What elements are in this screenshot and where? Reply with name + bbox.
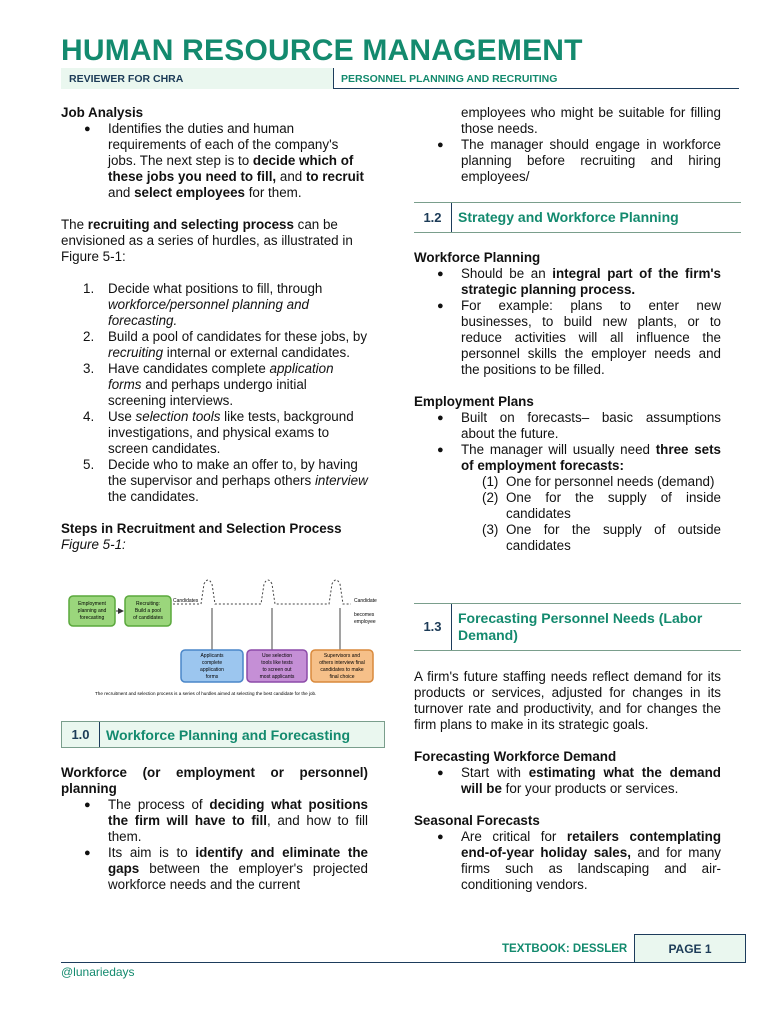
step-number: 5. [83, 457, 95, 472]
candidate-becomes-line2: becomes [354, 612, 375, 618]
text-run: Start with [461, 765, 529, 780]
text-run: and [108, 185, 135, 200]
text-run: internal or external candidates. [163, 345, 350, 360]
text-run-italic: recruiting [108, 345, 164, 360]
text-run: and [276, 169, 306, 184]
demand-paragraph: A firm's future staffing needs reflect demand for its products or services, adjusted for changes in its turnover rate and productivity, and for changes the firm plans to make in its strategic goals. [414, 669, 721, 732]
step-number: 2. [83, 329, 95, 344]
step-number: 3. [83, 361, 95, 376]
text-run-bold: integral part of the firm's strategic planning process. [461, 266, 721, 297]
box2-line3: of candidates [133, 615, 163, 621]
list-item [414, 829, 721, 893]
list-item [61, 797, 368, 845]
candidate-becomes-line1: Candidate [354, 598, 377, 604]
forecast-number: (2) [482, 490, 499, 505]
text-run: The manager will usually need [461, 442, 656, 457]
box1-line2: planning and [77, 608, 107, 614]
text-run-bold: deciding what positions the firm will have to fill [108, 797, 368, 828]
list-item [414, 266, 721, 298]
left-column-lower [61, 721, 385, 748]
text-run: for them. [244, 185, 302, 200]
box5-line1: Supervisors and [323, 653, 361, 659]
section-1-2-header [414, 202, 741, 233]
employment-plans-heading: Employment Plans [414, 394, 534, 409]
forecasting-demand-heading: Forecasting Workforce Demand [414, 749, 617, 764]
forecasting-demand-list [414, 765, 721, 797]
list-item [414, 765, 721, 797]
candidate-becomes-line3: employee [354, 619, 376, 625]
forecast-number: (3) [482, 522, 499, 537]
section-number: 1.3 [414, 604, 452, 650]
box2-line2: Build a pool [134, 608, 162, 614]
text-run: , and how to fill them. [108, 813, 368, 844]
text-run-bold: select employees [134, 185, 245, 200]
text-run: and for many firms such as landscaping and air-conditioning vendors. [461, 845, 722, 892]
step-number: 4. [83, 409, 95, 424]
box1-line3: forecasting [79, 615, 105, 621]
section-title: Workforce Planning and Forecasting [106, 726, 351, 743]
text-run: and perhaps undergo initial screening interviews. [108, 377, 307, 408]
text-run: The process of [108, 797, 210, 812]
text-run: can be envisioned as a series of hurdles, as illustrated in Figure 5-1: [61, 217, 353, 264]
list-item [61, 457, 368, 505]
text-run: the candidates. [108, 489, 199, 504]
text-run-italic: interview [314, 473, 368, 488]
text-run: between the employer's projected workforce needs and the current [108, 861, 368, 892]
box5-line2: others interview final [319, 660, 365, 666]
steps-heading: Steps in Recruitment and Selection Process [61, 521, 342, 536]
list-item [61, 281, 368, 329]
workforce-list [61, 797, 368, 893]
candidates-label: Candidates [173, 598, 199, 604]
text-run-bold: estimating what the demand will be [461, 765, 721, 796]
box4-line3: to screen out [262, 667, 292, 673]
process-paragraph [61, 217, 368, 265]
text-run-bold: identify and eliminate the gaps [108, 845, 368, 876]
workforce-block [61, 765, 368, 893]
subheader-right-label: PERSONNEL PLANNING AND RECRUITING [341, 73, 558, 85]
workforce-heading: Workforce (or employment or personnel) planning [61, 765, 368, 796]
text-run: Decide what positions to fill, through [108, 281, 323, 296]
employment-plans-list [414, 410, 721, 474]
list-item [61, 409, 368, 457]
continued-text: employees who might be suitable for filling those needs. [461, 105, 721, 136]
text-run: One for the supply of inside candidates [506, 490, 721, 521]
box5-line3: candidates to make [320, 667, 364, 673]
text-run: Are critical for [461, 829, 567, 844]
list-item [414, 474, 721, 490]
list-item [414, 442, 721, 474]
list-item [61, 845, 368, 893]
box3-line4: forms [205, 674, 219, 680]
section-title: Strategy and Workforce Planning [458, 209, 679, 225]
figure-label: Figure 5-1: [61, 537, 126, 552]
workforce-planning-heading: Workforce Planning [414, 250, 541, 265]
list-item: ● For example: plans to enter new businesses, to build new plants, or to reduce activities will all influence the personnel skills the employer needs and the positions to be filled. [414, 298, 721, 378]
left-column [61, 105, 368, 553]
step-number: 1. [83, 281, 95, 296]
text-run-italic: application forms [108, 361, 334, 392]
forecast-number: (1) [482, 474, 499, 489]
text-run-bold: retailers contemplating end-of-year holiday sales, [461, 829, 721, 860]
box5-line4: final choice [329, 674, 355, 680]
manager-list [414, 137, 721, 185]
right-column-mid [414, 250, 721, 554]
section-title: Forecasting Personnel Needs (Labor Demand) [458, 610, 703, 643]
box4-line2: tools like tests [261, 660, 293, 666]
text-run: The [61, 217, 88, 232]
job-analysis-list [61, 121, 368, 201]
hurdle-path [173, 580, 351, 604]
text-run: Use [108, 409, 136, 424]
text-run: Identifies the duties and human requirements of each of the company's jobs. The next step is to [108, 121, 339, 168]
box3-line1: Applicants [200, 653, 224, 659]
section-1-3-header [414, 603, 741, 651]
seasonal-forecasts-list [414, 829, 721, 893]
text-run-italic: workforce/personnel planning and forecasting. [108, 297, 309, 328]
list-item [414, 490, 721, 522]
box4-line1: Use selection [261, 653, 293, 659]
footer-divider [61, 962, 746, 963]
list-item [61, 361, 368, 409]
section-number: 1.0 [62, 722, 100, 747]
list-item: ● Built on forecasts– basic assumptions about the future. [414, 410, 721, 442]
box3-line2: complete [201, 660, 223, 666]
list-item [61, 121, 368, 201]
subheader-bar [61, 68, 739, 89]
box1-line1: Employment [78, 601, 106, 607]
figure-caption: The recruitment and selection process is a series of hurdles aimed at selecting the best candidate for the job. [95, 691, 317, 696]
author-handle: @lunariedays [61, 965, 135, 979]
list-item: ● The manager should engage in workforce planning before recruiting and hiring employees/ [414, 137, 721, 185]
text-run: One for personnel needs (demand) [506, 474, 715, 489]
text-run-bold: to recruit [305, 169, 364, 184]
text-run-bold: three sets of employment forecasts: [461, 442, 722, 473]
subheader-left-label: REVIEWER FOR CHRA [61, 68, 334, 89]
page-title: HUMAN RESOURCE MANAGEMENT [61, 34, 583, 67]
list-item [414, 522, 721, 554]
recruitment-hurdles-diagram [61, 578, 381, 702]
workforce-planning-list [414, 266, 721, 378]
textbook-label: TEXTBOOK: DESSLER [502, 943, 628, 955]
section-1-2-wrap [414, 202, 741, 233]
text-run: like tests, background investigations, and physical exams to screen candidates. [108, 409, 354, 456]
box3-line3: application [200, 667, 224, 673]
text-run: Its aim is to [108, 845, 196, 860]
section-1-3-wrap [414, 603, 741, 651]
box4-line4: most applicants [259, 674, 295, 680]
text-run: for your products or services. [501, 781, 679, 796]
job-analysis-heading: Job Analysis [61, 105, 144, 120]
text-run: Build a pool of candidates for these jobs, by [108, 329, 368, 344]
list-item [61, 329, 368, 361]
text-run: One for the supply of outside candidates [506, 522, 721, 553]
forecasts-list [414, 474, 721, 554]
box2-line1: Recruiting: [136, 601, 160, 607]
right-column-top [414, 105, 721, 185]
text-run-bold: recruiting and selecting process [87, 217, 294, 232]
seasonal-forecasts-heading: Seasonal Forecasts [414, 813, 540, 828]
text-run: Decide who to make an offer to, by having the supervisor and perhaps others [108, 457, 358, 488]
text-run-italic: selection tools [135, 409, 221, 424]
text-run-bold: decide which of these jobs you need to fill, [108, 153, 354, 184]
process-steps-list [61, 281, 368, 505]
text-run: Have candidates complete [108, 361, 270, 376]
section-number: 1.2 [414, 203, 452, 232]
page-number: PAGE 1 [634, 934, 746, 963]
right-column-bottom [414, 669, 721, 893]
text-run: Should be an [461, 266, 553, 281]
section-1-0-header [61, 721, 385, 748]
